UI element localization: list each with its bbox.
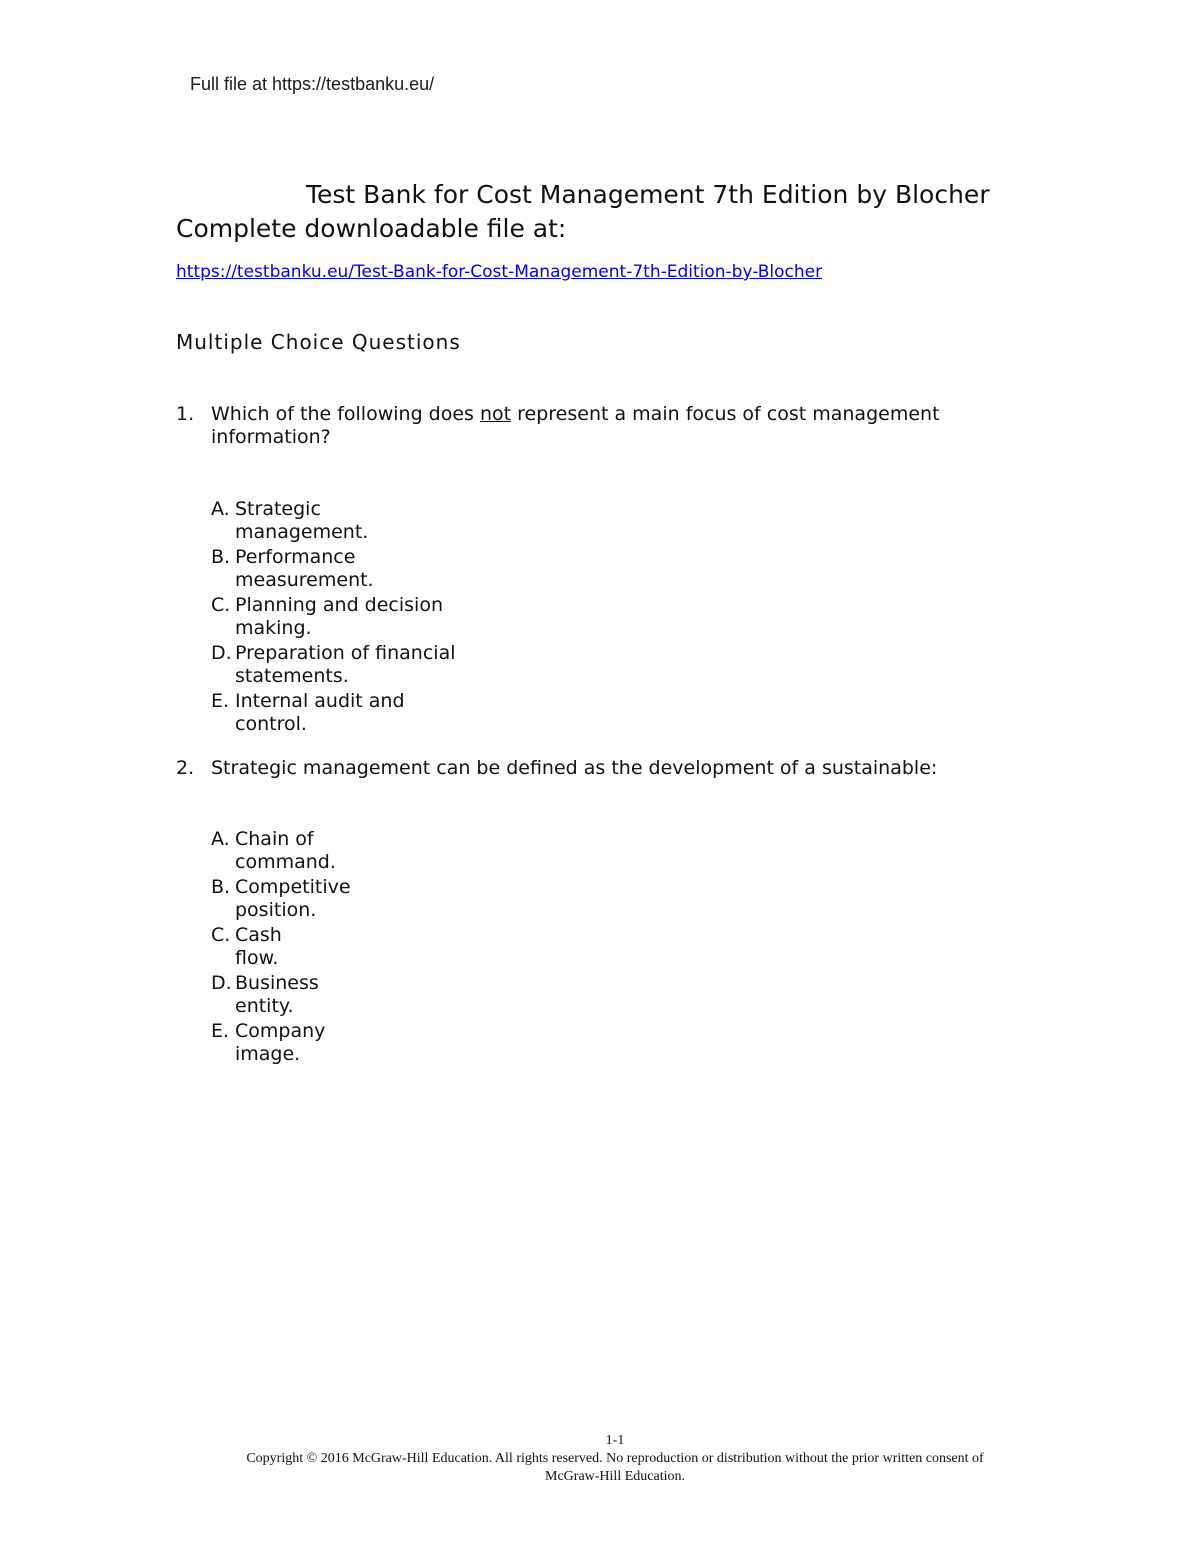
- answer-option-b: [211, 546, 456, 592]
- option-letter: D.: [211, 972, 232, 994]
- option-text-line: command.: [235, 851, 336, 873]
- option-text-line: measurement.: [235, 569, 374, 591]
- question-text-part: Which of the following does: [211, 403, 480, 425]
- question-text: [211, 403, 1006, 449]
- answer-option-c: [211, 924, 351, 970]
- option-text-line: making.: [235, 617, 312, 639]
- option-text-line: Competitive: [235, 876, 351, 898]
- answer-option-a: [211, 828, 351, 874]
- answer-option-c: [211, 594, 456, 640]
- answer-option-e: [211, 1020, 351, 1066]
- question-number: 2.: [176, 757, 195, 779]
- question-1-options: [211, 498, 456, 738]
- option-text-line: entity.: [235, 995, 294, 1017]
- option-text-line: position.: [235, 899, 317, 921]
- copyright-line: McGraw-Hill Education.: [545, 1469, 685, 1484]
- option-text-line: Preparation of financial: [235, 642, 456, 664]
- option-text-line: management.: [235, 521, 369, 543]
- option-letter: C.: [211, 924, 231, 946]
- option-text-line: Planning and decision: [235, 594, 443, 616]
- question-2: [176, 757, 1006, 780]
- answer-option-a: [211, 498, 456, 544]
- title-line-1: Test Bank for Cost Management 7th Edition by Blocher: [306, 180, 990, 209]
- option-text-line: Performance: [235, 546, 356, 568]
- question-text-part: represent a main focus of cost management information?: [211, 403, 940, 448]
- title-line-2: Complete downloadable file at:: [176, 214, 567, 243]
- option-text-line: Chain of: [235, 828, 314, 850]
- option-text-line: Business: [235, 972, 319, 994]
- option-text-line: image.: [235, 1043, 301, 1065]
- answer-option-d: [211, 642, 456, 688]
- option-letter: E.: [211, 690, 230, 712]
- download-link[interactable]: https://testbanku.eu/Test-Bank-for-Cost-Management-7th-Edition-by-Blocher: [176, 262, 823, 282]
- option-letter: A.: [211, 498, 230, 520]
- document-title: [176, 178, 1076, 246]
- section-heading: Multiple Choice Questions: [176, 330, 461, 354]
- option-text-line: Internal audit and: [235, 690, 405, 712]
- question-2-options: [211, 828, 351, 1068]
- page-footer: [0, 1432, 1200, 1486]
- option-letter: A.: [211, 828, 230, 850]
- question-emphasis: not: [479, 403, 512, 425]
- option-text-line: Company: [235, 1020, 326, 1042]
- question-1: [176, 403, 1006, 449]
- option-letter: C.: [211, 594, 231, 616]
- question-text: Strategic management can be defined as the development of a sustainable:: [211, 757, 938, 779]
- option-letter: E.: [211, 1020, 230, 1042]
- option-letter: B.: [211, 876, 231, 898]
- option-text-line: Strategic: [235, 498, 321, 520]
- option-letter: B.: [211, 546, 231, 568]
- answer-option-b: [211, 876, 351, 922]
- option-text-line: Cash: [235, 924, 282, 946]
- header-note: Full file at https://testbanku.eu/: [190, 74, 435, 94]
- question-number: 1.: [176, 403, 195, 425]
- option-text-line: statements.: [235, 665, 349, 687]
- page-number: 1-1: [605, 1433, 625, 1448]
- option-text-line: flow.: [235, 947, 279, 969]
- answer-option-e: [211, 690, 456, 736]
- answer-option-d: [211, 972, 351, 1018]
- option-text-line: control.: [235, 713, 307, 735]
- option-letter: D.: [211, 642, 232, 664]
- copyright-line: Copyright © 2016 McGraw-Hill Education. All rights reserved. No reproduction or distribution without the prior written consent of: [246, 1451, 984, 1466]
